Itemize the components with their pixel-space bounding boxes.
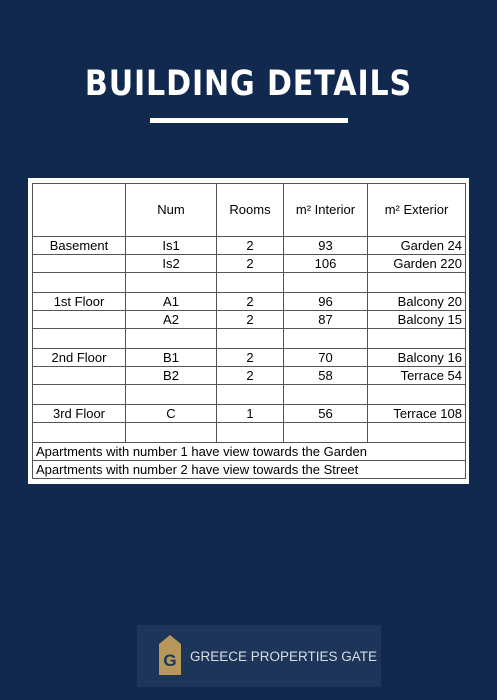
table-row — [33, 311, 466, 329]
table-row — [33, 367, 466, 385]
header-cell-exterior: m² Exterior — [368, 184, 466, 237]
details-table-container — [28, 178, 469, 484]
floor-cell: 1st Floor — [33, 293, 126, 311]
note-row — [33, 461, 466, 479]
rooms-cell: 2 — [217, 311, 284, 329]
note-row — [33, 443, 466, 461]
spacer-row — [33, 385, 466, 405]
table-row — [33, 349, 466, 367]
interior-cell: 106 — [284, 255, 368, 273]
rooms-cell: 2 — [217, 349, 284, 367]
exterior-cell: Balcony 16 — [368, 349, 466, 367]
num-cell: B1 — [126, 349, 217, 367]
page-title: BUILDING DETAILS — [84, 64, 413, 104]
floor-cell — [33, 255, 126, 273]
exterior-cell: Garden 220 — [368, 255, 466, 273]
title-underline — [150, 118, 348, 123]
floor-cell: 3rd Floor — [33, 405, 126, 423]
rooms-cell: 2 — [217, 255, 284, 273]
exterior-cell: Terrace 54 — [368, 367, 466, 385]
spacer-row — [33, 329, 466, 349]
exterior-cell: Terrace 108 — [368, 405, 466, 423]
note-garden-view: Apartments with number 1 have view towards the Garden — [33, 443, 466, 461]
exterior-cell: Garden 24 — [368, 237, 466, 255]
header-cell-floor — [33, 184, 126, 237]
floor-cell — [33, 311, 126, 329]
table-header-row — [33, 184, 466, 237]
logo-letter: G — [163, 651, 177, 670]
interior-cell: 56 — [284, 405, 368, 423]
interior-cell: 87 — [284, 311, 368, 329]
building-details-table — [32, 183, 466, 479]
house-g-logo-icon — [157, 633, 183, 677]
num-cell: Is1 — [126, 237, 217, 255]
rooms-cell: 2 — [217, 367, 284, 385]
interior-cell: 96 — [284, 293, 368, 311]
interior-cell: 58 — [284, 367, 368, 385]
rooms-cell: 2 — [217, 293, 284, 311]
spacer-row — [33, 273, 466, 293]
header-cell-num: Num — [126, 184, 217, 237]
company-logo — [137, 625, 381, 687]
spacer-row — [33, 423, 466, 443]
table-row — [33, 405, 466, 423]
logo-text: GREECE PROPERTIES GATE — [190, 649, 378, 664]
num-cell: A1 — [126, 293, 217, 311]
floor-cell: 2nd Floor — [33, 349, 126, 367]
exterior-cell: Balcony 15 — [368, 311, 466, 329]
floor-cell: Basement — [33, 237, 126, 255]
rooms-cell: 1 — [217, 405, 284, 423]
header-cell-rooms: Rooms — [217, 184, 284, 237]
table-row — [33, 255, 466, 273]
header-cell-interior: m² Interior — [284, 184, 368, 237]
table-row — [33, 237, 466, 255]
exterior-cell: Balcony 20 — [368, 293, 466, 311]
num-cell: C — [126, 405, 217, 423]
num-cell: Is2 — [126, 255, 217, 273]
num-cell: A2 — [126, 311, 217, 329]
rooms-cell: 2 — [217, 237, 284, 255]
table-row — [33, 293, 466, 311]
floor-cell — [33, 367, 126, 385]
note-street-view: Apartments with number 2 have view towards the Street — [33, 461, 466, 479]
interior-cell: 93 — [284, 237, 368, 255]
num-cell: B2 — [126, 367, 217, 385]
interior-cell: 70 — [284, 349, 368, 367]
